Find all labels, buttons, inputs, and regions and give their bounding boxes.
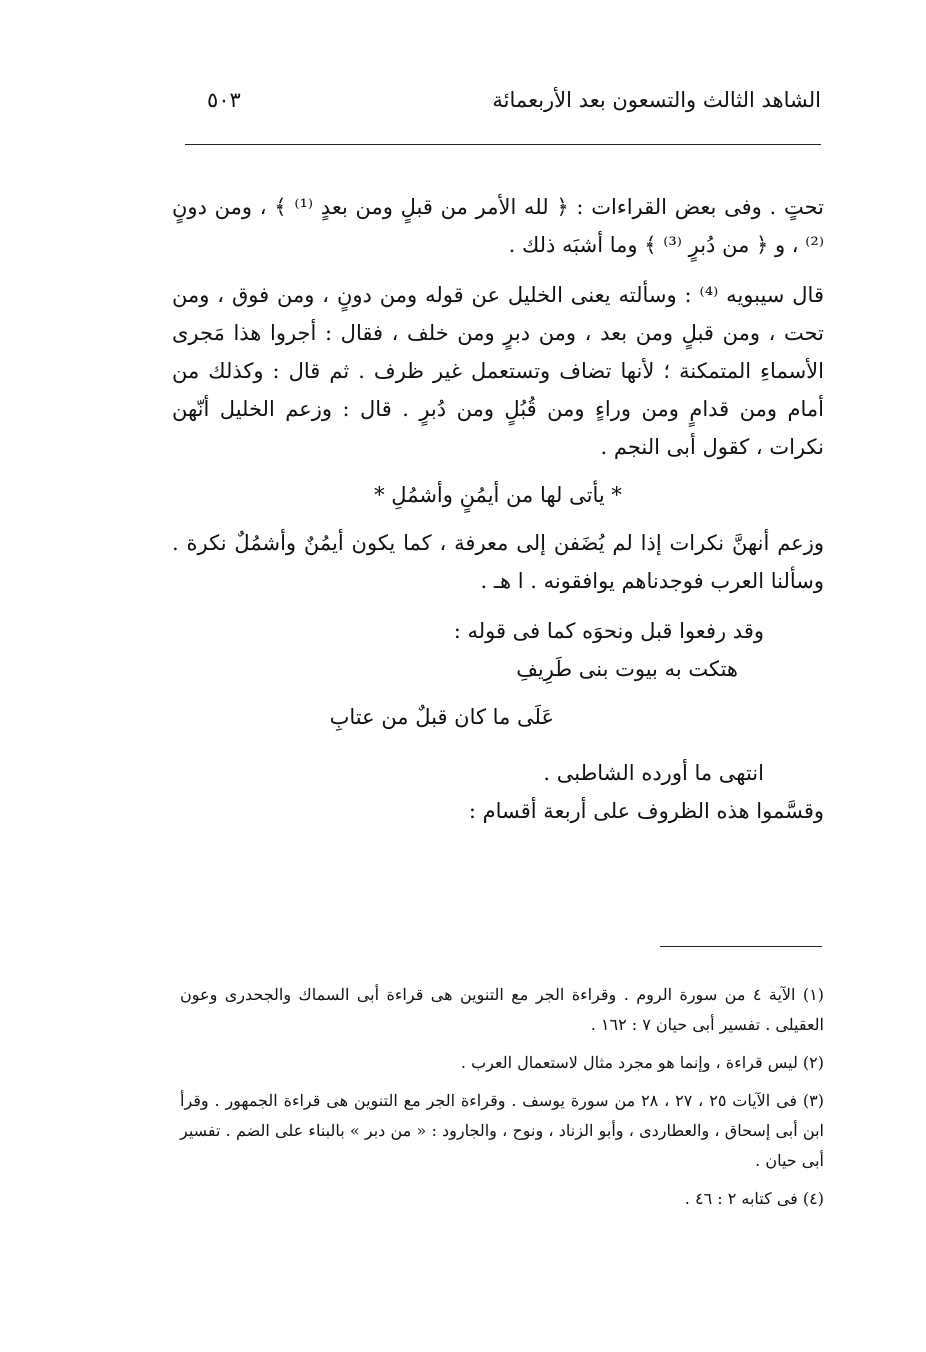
paragraph-nakirat: وزعم أنهنَّ نكرات إذا لم يُضَفن إلى معرفة ، كما يكون أيمُنٌ وأشمُلٌ نكرة . وسألنا العرب فوجدناهم يوافقونه . ا هـ . [172, 531, 824, 593]
poem-line-2: عَلَى ما كان قبلٌ من عتابِ [329, 705, 554, 729]
running-title: الشاهد الثالث والتسعون بعد الأربعمائة [492, 88, 821, 112]
page-number: ٥٠٣ [207, 88, 241, 112]
verse-abu-najm: * يأتى لها من أيمُنٍ وأشمُلِ * [374, 483, 622, 507]
footnotes [180, 980, 824, 1222]
footnote-2: (٢) ليس قراءة ، وإنما هو مجرد مثال لاستعمال العرب . [460, 1053, 824, 1072]
footnote-divider [660, 946, 822, 947]
line-qassamu: وقسَّموا هذه الظروف على أربعة أقسام : [468, 799, 824, 823]
footnote-4: (٤) فى كتابه ٢ : ٤٦ . [684, 1189, 824, 1208]
main-text [172, 188, 824, 830]
footnote-1: (١) الآية ٤ من سورة الروم . وقراءة الجر مع التنوين هى قراءة أبى السماك والجحدرى وعون العقيلى . تفسير أبى حيان ٧ : ١٦٢ . [180, 985, 824, 1034]
paragraph-sibawayh: قال سيبويه ⁽⁴⁾ : وسألته يعنى الخليل عن قوله ومن دونٍ ، ومن فوق ، ومن تحت ، ومن قبلٍ ومن بعد ، ومن دبرٍ ومن خلف ، فقال : أجروا هذا مَجرى الأسماءِ المتمكنة ؛ لأنها تضاف وتستعمل غير ظرف . ثم قال : وكذلك من أمام ومن قدامٍ ومن وراءٍ ومن قُبُلٍ ومن دُبرٍ . قال : وزعم الخليل أنّهن نكرات ، كقول أبى النجم . [172, 283, 824, 459]
poem-line-1: هتكت به بيوت بنى طَرِيفِ [516, 657, 738, 681]
running-header [185, 88, 821, 124]
footnote-3: (٣) فى الآيات ٢٥ ، ٢٧ ، ٢٨ من سورة يوسف . وقراءة الجر مع التنوين هى قراءة الجمهور . وقرأ ابن أبى إسحاق ، والعطاردى ، وأبو الزناد ، ونوح ، والجارود : « من دبر » بالبناء على الضم . تفسير أبى حيان . [180, 1091, 825, 1170]
line-intaha: انتهى ما أورده الشاطبى . [543, 761, 764, 785]
header-divider [185, 144, 821, 145]
line-rafa: وقد رفعوا قبل ونحوَه كما فى قوله : [453, 619, 764, 643]
paragraph-readings: تحتٍ . وفى بعض القراءات : ﴿ لله الأمر من قبلٍ ومن بعدٍ ⁽¹⁾ ﴾ ، ومن دونٍ ⁽²⁾ ، و ﴿ من دُبرٍ ⁽³⁾ ﴾ وما أشبَه ذلك . [172, 195, 824, 257]
